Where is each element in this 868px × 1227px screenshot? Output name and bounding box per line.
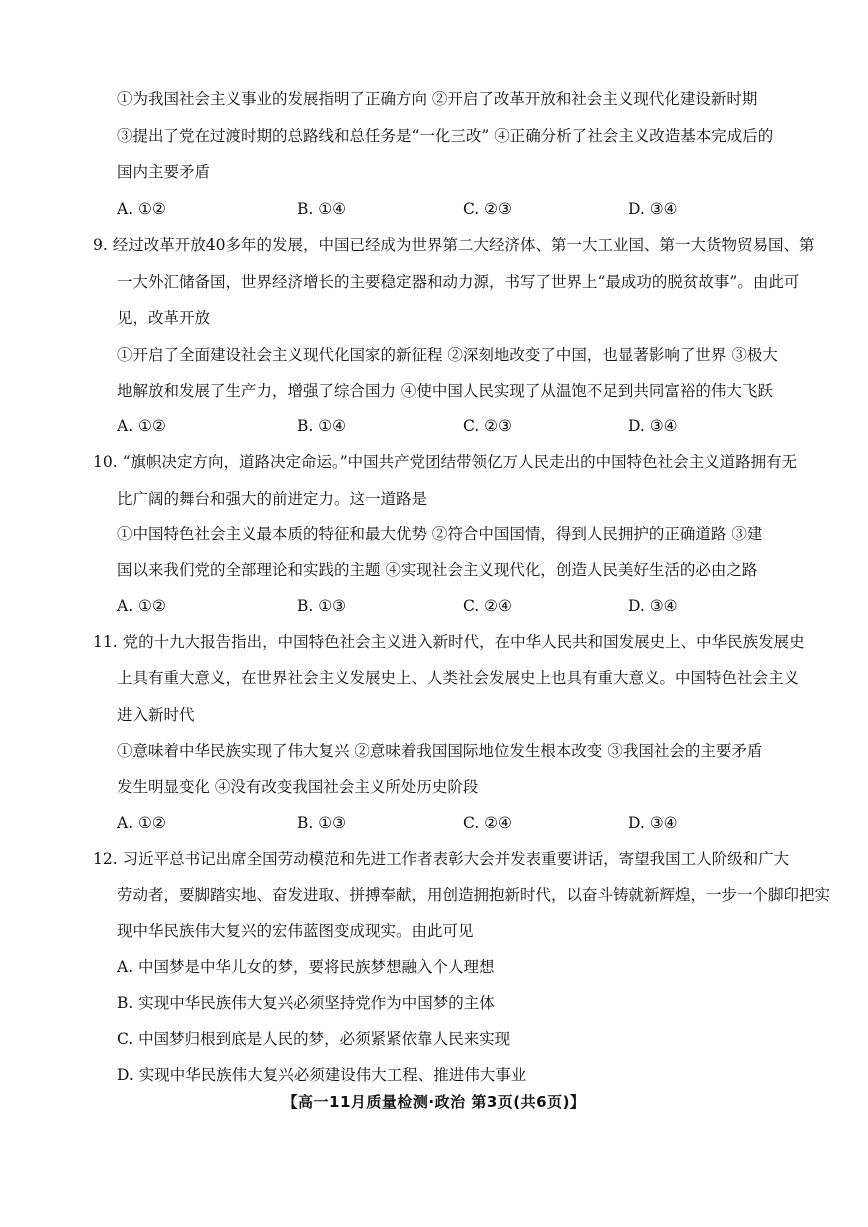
q9-statement-line: ①开启了全面建设社会主义现代化国家的新征程 ②深刻地改变了中国，也显著影响了世界 ③极大 [117, 346, 778, 364]
q11-option-c[interactable]: C. ②④ [463, 814, 512, 832]
q10-statement-line: 国以来我们党的全部理论和实践的主题 ④实现社会主义现代化，创造人民美好生活的必由之路 [117, 561, 758, 579]
q11-stem-line: 进入新时代 [117, 706, 195, 724]
q11-statement-line: ①意味着中华民族实现了伟大复兴 ②意味着我国国际地位发生根本改变 ③我国社会的主要矛盾 [117, 742, 763, 760]
prev-option-d[interactable]: D. ③④ [628, 200, 678, 218]
q9-option-a[interactable]: A. ①② [117, 417, 166, 435]
prev-statement-line: ③提出了党在过渡时期的总路线和总任务是“一化三改” ④正确分析了社会主义改造基本完成后的 [117, 127, 774, 145]
prev-option-a[interactable]: A. ①② [117, 200, 166, 218]
q9-option-b[interactable]: B. ①④ [297, 417, 347, 435]
q10-stem-line: 10. “旗帜决定方向，道路决定命运。”中国共产党团结带领亿万人民走出的中国特色社会主义道路拥有无 [93, 453, 798, 471]
q11-stem-line: 上具有重大意义，在世界社会主义发展史上、人类社会发展史上也具有重大意义。中国特色社会主义 [117, 669, 800, 687]
q12-stem-line: 12. 习近平总书记出席全国劳动模范和先进工作者表彰大会并发表重要讲话，寄望我国工人阶级和广大 [93, 850, 790, 868]
q9-stem-line: 一大外汇储备国，世界经济增长的主要稳定器和动力源，书写了世界上“最成功的脱贫故事”。由此可 [117, 273, 800, 291]
q9-option-d[interactable]: D. ③④ [628, 417, 678, 435]
q9-option-c[interactable]: C. ②③ [463, 417, 512, 435]
q10-option-c[interactable]: C. ②④ [463, 597, 512, 615]
prev-option-b[interactable]: B. ①④ [297, 200, 347, 218]
prev-statement-line: ①为我国社会主义事业的发展指明了正确方向 ②开启了改革开放和社会主义现代化建设新时期 [117, 90, 758, 108]
q10-option-b[interactable]: B. ①③ [297, 597, 347, 615]
q10-stem-line: 比广阔的舞台和强大的前进定力。这一道路是 [117, 490, 428, 508]
q9-statement-line: 地解放和发展了生产力，增强了综合国力 ④使中国人民实现了从温饱不足到共同富裕的伟大飞跃 [117, 382, 773, 400]
prev-option-c[interactable]: C. ②③ [463, 200, 512, 218]
q9-stem-line: 见，改革开放 [117, 309, 211, 327]
q10-statement-line: ①中国特色社会主义最本质的特征和最大优势 ②符合中国国情，得到人民拥护的正确道路 ③建 [117, 525, 763, 543]
q11-statement-line: 发生明显变化 ④没有改变我国社会主义所处历史阶段 [117, 778, 479, 796]
q10-option-d[interactable]: D. ③④ [628, 597, 678, 615]
q11-stem-line: 11. 党的十九大报告指出，中国特色社会主义进入新时代，在中华人民共和国发展史上、中华民族发展史 [93, 633, 805, 651]
prev-statement-line: 国内主要矛盾 [117, 163, 211, 181]
q12-option-d[interactable]: D. 实现中华民族伟大复兴必须建设伟大工程、推进伟大事业 [117, 1066, 527, 1084]
page-footer: 【高一11月质量检测·政治 第3页(共6页)】 [282, 1093, 586, 1111]
q9-stem-line: 9. 经过改革开放40多年的发展，中国已经成为世界第二大经济体、第一大工业国、第一大货物贸易国、第 [93, 236, 815, 254]
q11-option-d[interactable]: D. ③④ [628, 814, 678, 832]
q12-option-b[interactable]: B. 实现中华民族伟大复兴必须坚持党作为中国梦的主体 [117, 994, 495, 1012]
q12-stem-line: 现中华民族伟大复兴的宏伟蓝图变成现实。由此可见 [117, 922, 474, 940]
q12-stem-line: 劳动者，要脚踏实地、奋发进取、拼搏奉献，用创造拥抱新时代，以奋斗铸就新辉煌，一步一个脚印把实 [117, 886, 831, 904]
q12-option-c[interactable]: C. 中国梦归根到底是人民的梦，必须紧紧依靠人民来实现 [117, 1030, 511, 1048]
q11-option-b[interactable]: B. ①③ [297, 814, 347, 832]
q10-option-a[interactable]: A. ①② [117, 597, 166, 615]
q11-option-a[interactable]: A. ①② [117, 814, 166, 832]
q12-option-a[interactable]: A. 中国梦是中华儿女的梦，要将民族梦想融入个人理想 [117, 958, 495, 976]
